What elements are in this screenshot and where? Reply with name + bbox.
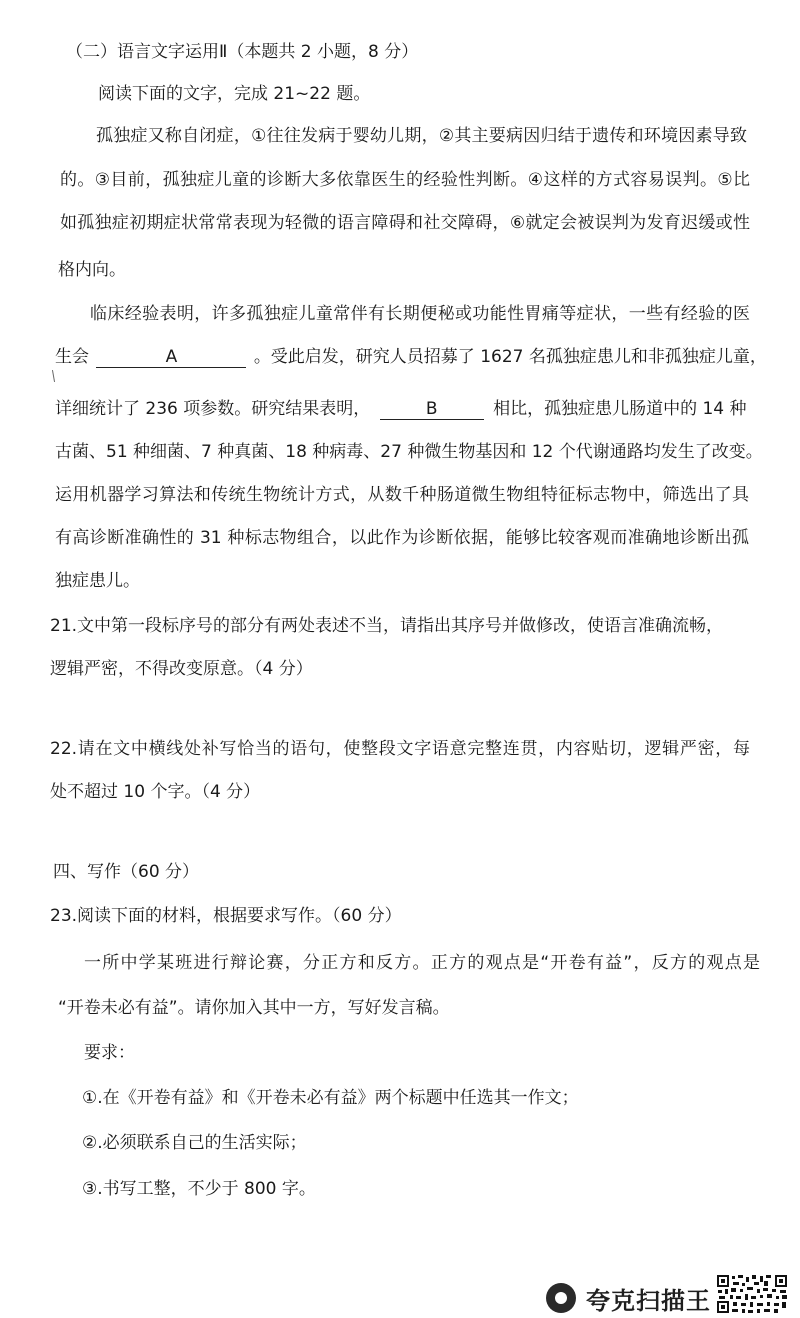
passage-text: 。受此启发，研究人员招募了 1627 名孤独症患儿和非孤独症儿童， <box>253 347 767 367</box>
question-line: 21.文中第一段标序号的部分有两处表述不当，请指出其序号并做修改，使语言准确流畅， <box>50 616 724 636</box>
question-line: 逻辑严密，不得改变原意。（4 分） <box>50 659 313 679</box>
question-line: 处不超过 10 个字。（4 分） <box>50 782 261 802</box>
material-line: 一所中学某班进行辩论赛，分正方和反方。正方的观点是“开卷有益”，反方的观点是 <box>84 953 760 973</box>
passage-line: 独症患儿。 <box>55 571 140 591</box>
question-line: 22.请在文中横线处补写恰当的语句，使整段文字语意完整连贯，内容贴切，逻辑严密，每 <box>50 739 750 759</box>
passage-text: 生会 <box>55 347 89 367</box>
passage-line: 如孤独症初期症状常常表现为轻微的语言障碍和社交障碍，⑥就定会被误判为发育迟缓或性 <box>60 213 750 233</box>
passage-line: 的。③目前，孤独症儿童的诊断大多依靠医生的经验性判断。④这样的方式容易误判。⑤比 <box>60 170 750 190</box>
passage-line <box>55 345 767 369</box>
passage-line <box>55 397 747 421</box>
requirement-1: ①.在《开卷有益》和《开卷未必有益》两个标题中任选其一作文； <box>82 1088 579 1108</box>
reading-instruction: 阅读下面的文字，完成 21~22 题。 <box>98 84 371 104</box>
qr-code-icon <box>716 1274 788 1314</box>
passage-line: 运用机器学习算法和传统生物统计方式，从数千种肠道微生物组特征标志物中，筛选出了具 <box>55 485 749 505</box>
blank-a: A <box>96 347 246 368</box>
passage-line: 临床经验表明，许多孤独症儿童常伴有长期便秘或功能性胃痛等症状，一些有经验的医 <box>90 304 750 324</box>
section4-heading: 四、写作（60 分） <box>53 862 200 882</box>
passage-line: 古菌、51 种细菌、7 种真菌、18 种病毒、27 种微生物基因和 12 个代谢通路均发生了改变。 <box>55 442 763 462</box>
question-title: 23.阅读下面的材料，根据要求写作。（60 分） <box>50 906 402 926</box>
requirement-3: ③.书写工整，不少于 800 字。 <box>82 1179 316 1199</box>
pencil-mark <box>52 370 55 382</box>
quark-scanner-logo-icon <box>546 1283 576 1313</box>
scanner-watermark <box>546 1278 711 1318</box>
passage-line: 格内向。 <box>58 260 126 280</box>
section2-heading: （二）语言文字运用Ⅱ（本题共 2 小题，8 分） <box>66 42 419 62</box>
scanner-brand-name: 夸克扫描王 <box>586 1286 711 1315</box>
blank-b: B <box>380 399 484 420</box>
passage-line: 有高诊断准确性的 31 种标志物组合，以此作为诊断依据，能够比较客观而准确地诊断出孤 <box>55 528 749 548</box>
requirement-2: ②.必须联系自己的生活实际； <box>82 1133 307 1153</box>
passage-line: 孤独症又称自闭症，①往往发病于婴幼儿期，②其主要病因归结于遗传和环境因素导致 <box>96 126 747 146</box>
passage-text: 详细统计了 236 项参数。研究结果表明， <box>55 399 371 419</box>
material-line: “开卷未必有益”。请你加入其中一方，写好发言稿。 <box>58 998 450 1018</box>
passage-text: 相比，孤独症患儿肠道中的 14 种 <box>493 399 747 419</box>
requirements-label: 要求： <box>84 1043 135 1063</box>
